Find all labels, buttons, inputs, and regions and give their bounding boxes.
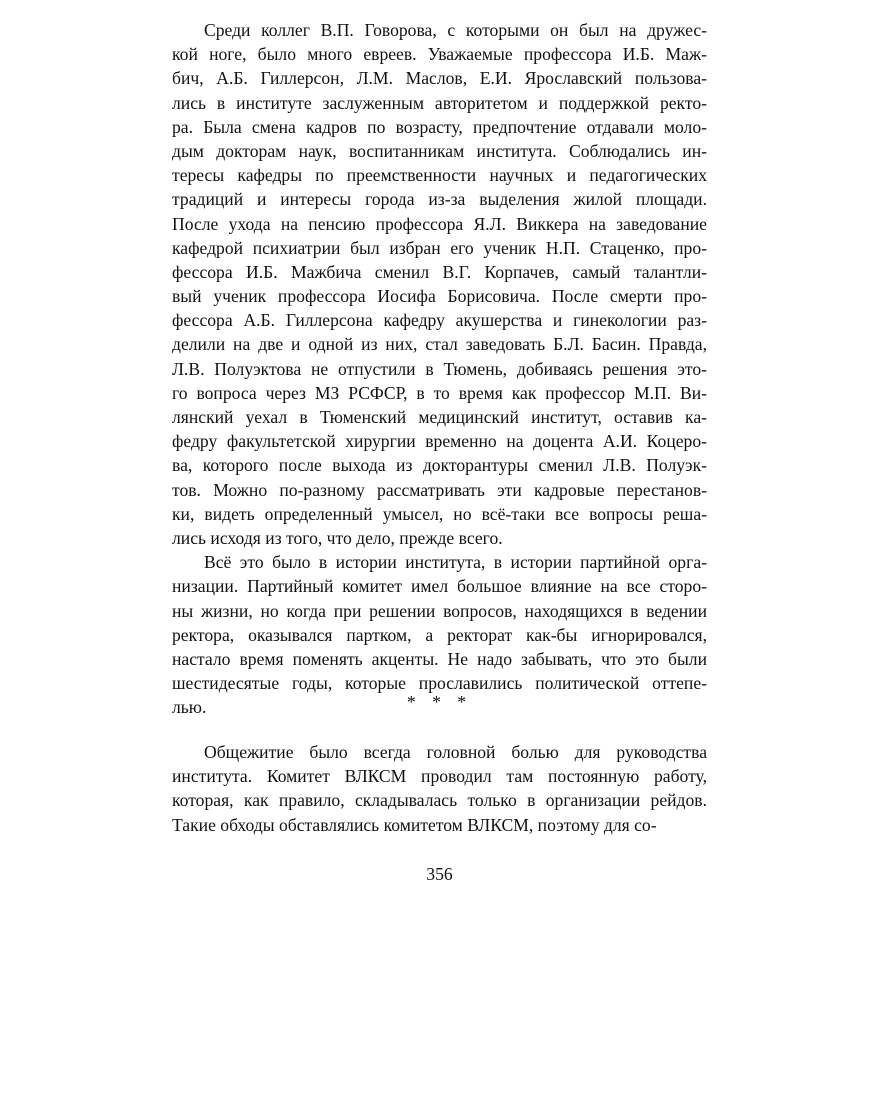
text-line: Всё это было в истории института, в истории партийной орга-: [204, 552, 707, 573]
text-line: ра. Была смена кадров по возрасту, предпочтение отдавали моло-: [172, 116, 707, 137]
text-line: низации. Партийный комитет имел большое влияние на все сторо-: [172, 576, 707, 597]
text-line: тересы кафедры по преемственности научных и педагогических: [172, 165, 707, 186]
text-line: Л.В. Полуэктова не отпустили в Тюмень, добиваясь решения это-: [172, 358, 707, 379]
paragraph-3: [172, 740, 707, 837]
text-line: лись в институте заслуженным авторитетом и поддержкой ректо-: [172, 92, 707, 113]
text-line: тов. Можно по-разному рассматривать эти кадровые перестанов-: [172, 479, 707, 500]
text-line: кафедрой психиатрии был избран его ученик Н.П. Стаценко, про-: [172, 237, 707, 258]
text-line: дым докторам наук, воспитанникам института. Соблюдались ин-: [172, 140, 707, 161]
text-line: фессора И.Б. Мажбича сменил В.Г. Корпачев, самый талантли-: [172, 261, 707, 282]
page-body-continued: [172, 740, 707, 837]
text-line: Среди коллег В.П. Говорова, с которыми он был на дружес-: [204, 20, 707, 40]
text-line: лись исходя из того, что дело, прежде всего.: [172, 527, 503, 548]
text-line: шестидесятые годы, которые прославились политической оттепе-: [172, 673, 707, 694]
text-line: вый ученик профессора Иосифа Борисовича. После смерти про-: [172, 286, 707, 307]
text-line: Такие обходы обставлялись комитетом ВЛКСМ, поэтому для со-: [172, 814, 657, 835]
text-line: лью.: [172, 697, 207, 718]
text-line: Общежитие было всегда головной болью для руководства: [204, 742, 707, 762]
page-body: [172, 18, 707, 719]
paragraph-1: [172, 18, 707, 550]
text-line: института. Комитет ВЛКСМ проводил там постоянную работу,: [172, 766, 707, 787]
text-line: кой ноге, было много евреев. Уважаемые профессора И.Б. Маж-: [172, 44, 707, 65]
text-line: ны жизни, но когда при решении вопросов, находящихся в ведении: [172, 600, 707, 621]
text-line: ва, которого после выхода из докторантуры сменил Л.В. Полуэк-: [172, 455, 707, 476]
text-line: ректора, оказывался партком, а ректорат как-бы игнорировался,: [172, 624, 707, 645]
text-line: федру факультетской хирургии временно на доцента А.И. Коцеро-: [172, 431, 707, 452]
text-line: лянский уехал в Тюменский медицинский институт, оставив ка-: [172, 407, 707, 427]
text-line: фессора А.Б. Гиллерсона кафедру акушерства и гинекологии раз-: [172, 310, 707, 331]
page-number: 356: [426, 864, 453, 884]
text-line: го вопроса через МЗ РСФСР, в то время как профессор М.П. Ви-: [172, 382, 707, 403]
text-line: ки, видеть определенный умысел, но всё-таки все вопросы реша-: [172, 503, 707, 524]
text-line: бич, А.Б. Гиллерсон, Л.М. Маслов, Е.И. Ярославский пользова-: [172, 68, 707, 89]
text-line: традиций и интересы города из-за выделения жилой площади.: [172, 189, 707, 210]
text-line: После ухода на пенсию профессора Я.Л. Виккера на заведование: [172, 213, 707, 234]
text-line: которая, как правило, складывалась только в организации рейдов.: [172, 790, 707, 811]
text-line: делили на две и одной из них, стал заведовать Б.Л. Басин. Правда,: [172, 334, 707, 355]
section-separator: * * *: [406, 692, 473, 712]
text-line: настало время поменять акценты. Не надо забывать, что это были: [172, 648, 707, 669]
